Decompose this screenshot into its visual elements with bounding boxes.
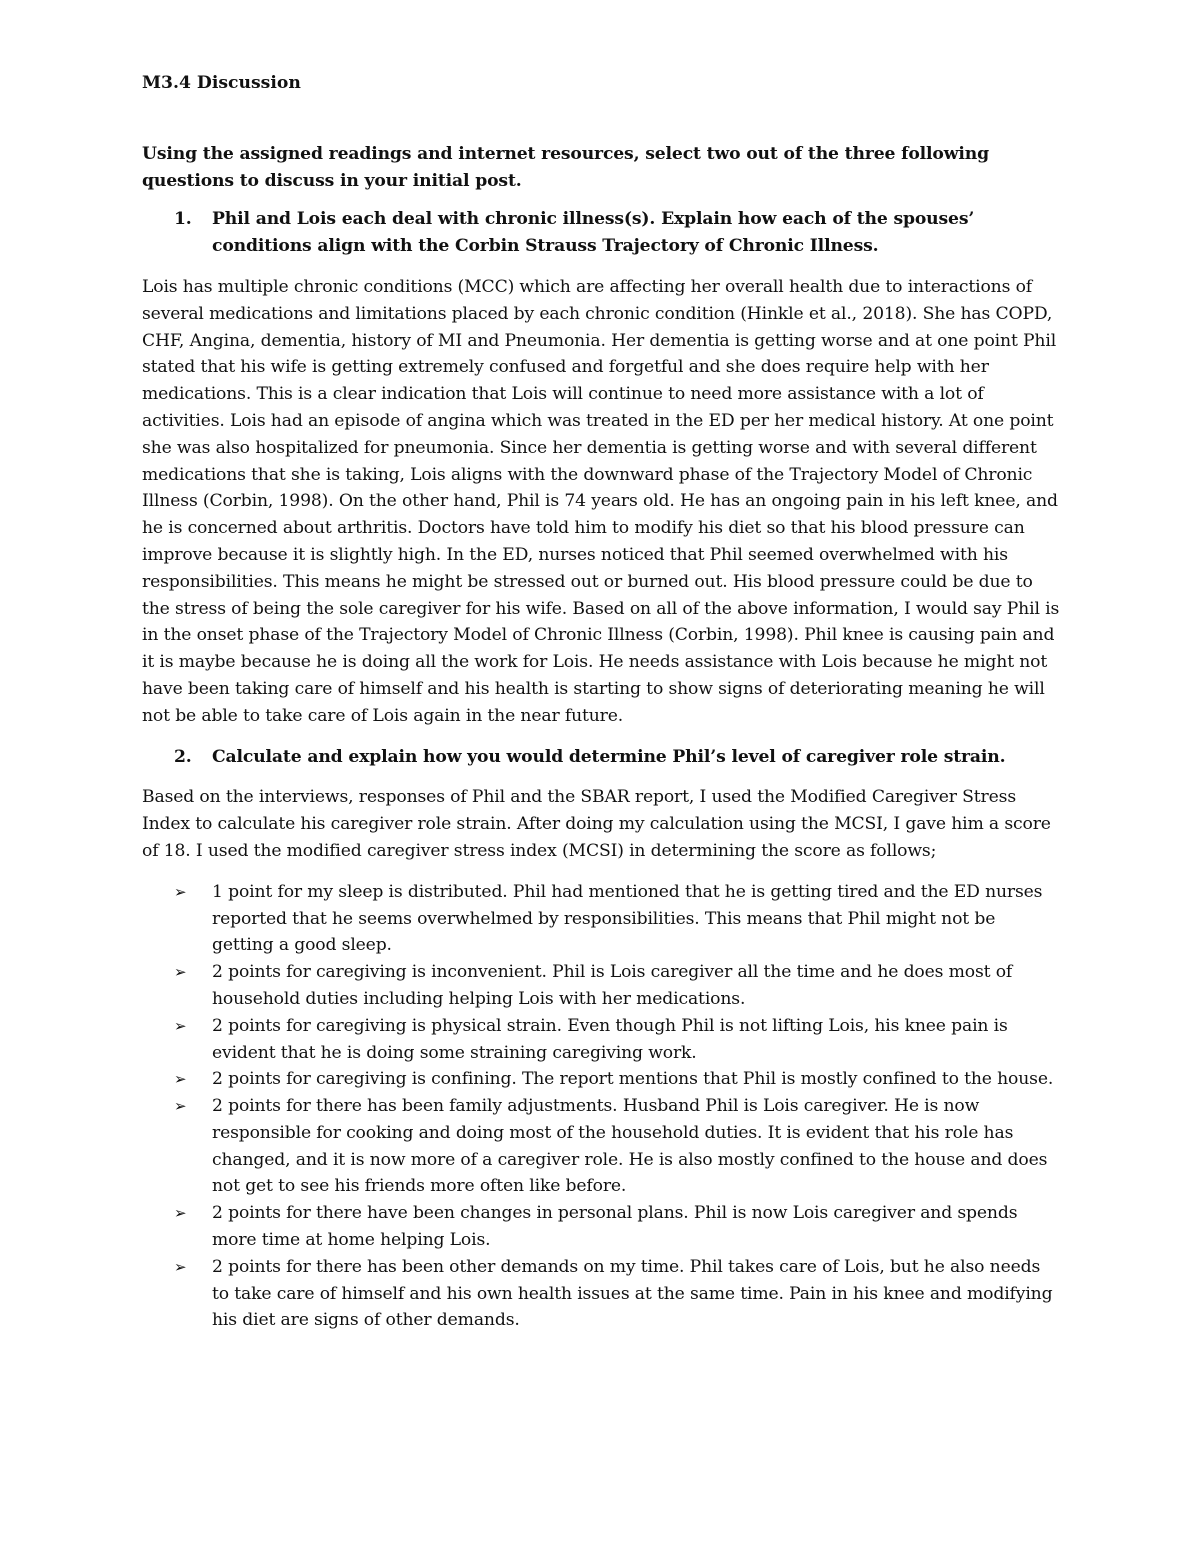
list-item	[142, 1066, 1062, 1093]
question-number: 2.	[174, 746, 192, 767]
list-item	[142, 959, 1062, 1013]
list-item	[142, 1013, 1062, 1067]
answer-1-paragraph: Lois has multiple chronic conditions (MCC) which are affecting her overall health due to interactions of several medications and limitations placed by each chronic condition (Hinkle et al., 2018). She has COPD, CHF, Angina, dementia, history of MI and Pneumonia. Her dementia is getting worse and at one point Phil stated that his wife is getting extremely confused and forgetful and she does require help with her medications. This is a clear indication that Lois will continue to need more assistance with a lot of activities. Lois had an episode of angina which was treated in the ED per her medical history. At one point she was also hospitalized for pneumonia. Since her dementia is getting worse and with several different medications that she is taking, Lois aligns with the downward phase of the Trajectory Model of Chronic Illness (Corbin, 1998). On the other hand, Phil is 74 years old. He has an ongoing pain in his left knee, and he is concerned about arthritis. Doctors have told him to modify his diet so that his blood pressure can improve because it is slightly high. In the ED, nurses noticed that Phil seemed overwhelmed with his responsibilities. This means he might be stressed out or burned out. His blood pressure could be due to the stress of being the sole caregiver for his wife. Based on all of the above information, I would say Phil is in the onset phase of the Trajectory Model of Chronic Illness (Corbin, 1998). Phil knee is causing pain and it is maybe because he is doing all the work for Lois. He needs assistance with Lois because he might not have been taking care of himself and his health is starting to show signs of deteriorating meaning he will not be able to take care of Lois again in the near future.	[142, 276, 1060, 726]
arrow-bullet-icon: ➢	[174, 1016, 187, 1035]
list-item-text: 2 points for caregiving is physical strain. Even though Phil is not lifting Lois, his knee pain is evident that he is doing some straining caregiving work.	[212, 1015, 1008, 1063]
list-item	[142, 1254, 1062, 1334]
list-item-text: 2 points for caregiving is inconvenient. Phil is Lois caregiver all the time and he does most of household duties including helping Lois with her medications.	[212, 962, 1013, 1009]
question-number: 1.	[174, 209, 192, 230]
arrow-bullet-icon: ➢	[174, 963, 187, 982]
arrow-bullet-icon: ➢	[174, 1257, 187, 1276]
list-item-text: 2 points for caregiving is confining. The report mentions that Phil is mostly confined to the house.	[212, 1069, 1054, 1090]
document-title: M3.4 Discussion	[142, 73, 301, 93]
list-item-text: 1 point for my sleep is distributed. Phil had mentioned that he is getting tired and the ED nurses reported that he seems overwhelmed by responsibilities. This means that Phil might not be getting a good sleep.	[212, 881, 1043, 956]
list-item	[142, 1093, 1062, 1200]
question-text: Phil and Lois each deal with chronic illness(s). Explain how each of the spouses’ conditions align with the Corbin Strauss Trajectory of Chronic Illness.	[212, 209, 975, 257]
list-item-text: 2 points for there has been family adjustments. Husband Phil is Lois caregiver. He is now responsible for cooking and doing most of the household duties. It is evident that his role has changed, and it is now more of a caregiver role. He is also mostly confined to the house and does not get to see his friends more often like before.	[212, 1096, 1048, 1197]
list-item	[142, 879, 1062, 959]
answer-2-paragraph: Based on the interviews, responses of Phil and the SBAR report, I used the Modified Caregiver Stress Index to calculate his caregiver role strain. After doing my calculation using the MCSI, I gave him a score of 18. I used the modified caregiver stress index (MCSI) in determining the score as follows;	[142, 787, 1051, 861]
arrow-bullet-icon: ➢	[174, 1097, 187, 1116]
document-page	[142, 70, 1062, 1334]
arrow-bullet-icon: ➢	[174, 1070, 187, 1089]
arrow-bullet-icon: ➢	[174, 1204, 187, 1223]
question-1	[142, 206, 1062, 260]
arrow-bullet-icon: ➢	[174, 882, 187, 901]
list-item-text: 2 points for there have been changes in personal plans. Phil is now Lois caregiver and spends more time at home helping Lois.	[212, 1203, 1018, 1251]
question-text: Calculate and explain how you would determine Phil’s level of caregiver role strain.	[212, 746, 1006, 767]
score-bullet-list	[142, 879, 1062, 1335]
instructions-text: Using the assigned readings and internet resources, select two out of the three following questions to discuss in your initial post.	[142, 143, 989, 191]
question-2	[142, 744, 1062, 771]
list-item-text: 2 points for there has been other demands on my time. Phil takes care of Lois, but he also needs to take care of himself and his own health issues at the same time. Pain in his knee and modifying his diet are signs of other demands.	[212, 1256, 1053, 1331]
list-item	[142, 1200, 1062, 1254]
